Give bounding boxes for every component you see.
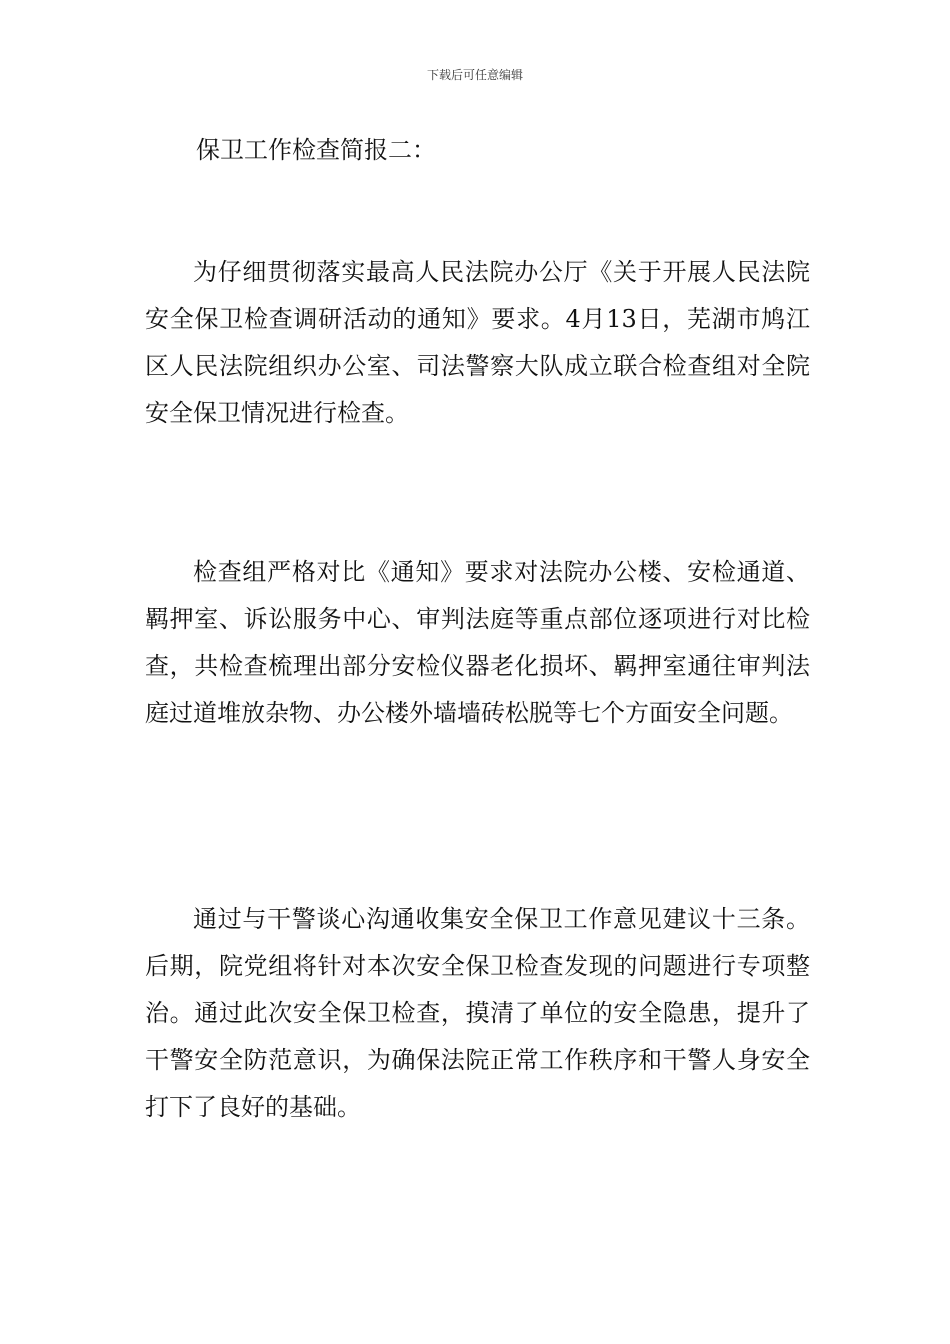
paragraph-3: 通过与干警谈心沟通收集安全保卫工作意见建议十三条。后期，院党组将针对本次安全保卫检查发现的问题进行专项整治。通过此次安全保卫检查，摸清了单位的安全隐患，提升了干警安全防范意识，为确保法院正常工作秩序和干警人身安全打下了良好的基础。 xyxy=(145,905,810,1121)
paragraph-1: 为仔细贯彻落实最高人民法院办公厅《关于开展人民法院安全保卫检查调研活动的通知》要求。4月13日，芜湖市鸠江区人民法院组织办公室、司法警察大队成立联合检查组对全院安全保卫情况进行检查。 xyxy=(145,258,810,427)
document-title: 保卫工作检查简报二： xyxy=(196,136,436,164)
header-note: 下载后可任意编辑 xyxy=(426,68,523,82)
paragraph-2: 检查组严格对比《通知》要求对法院办公楼、安检通道、羁押室、诉讼服务中心、审判法庭等重点部位逐项进行对比检查，共检查梳理出部分安检仪器老化损坏、羁押室通往审判法庭过道堆放杂物、办公楼外墙墙砖松脱等七个方面安全问题。 xyxy=(145,558,810,727)
